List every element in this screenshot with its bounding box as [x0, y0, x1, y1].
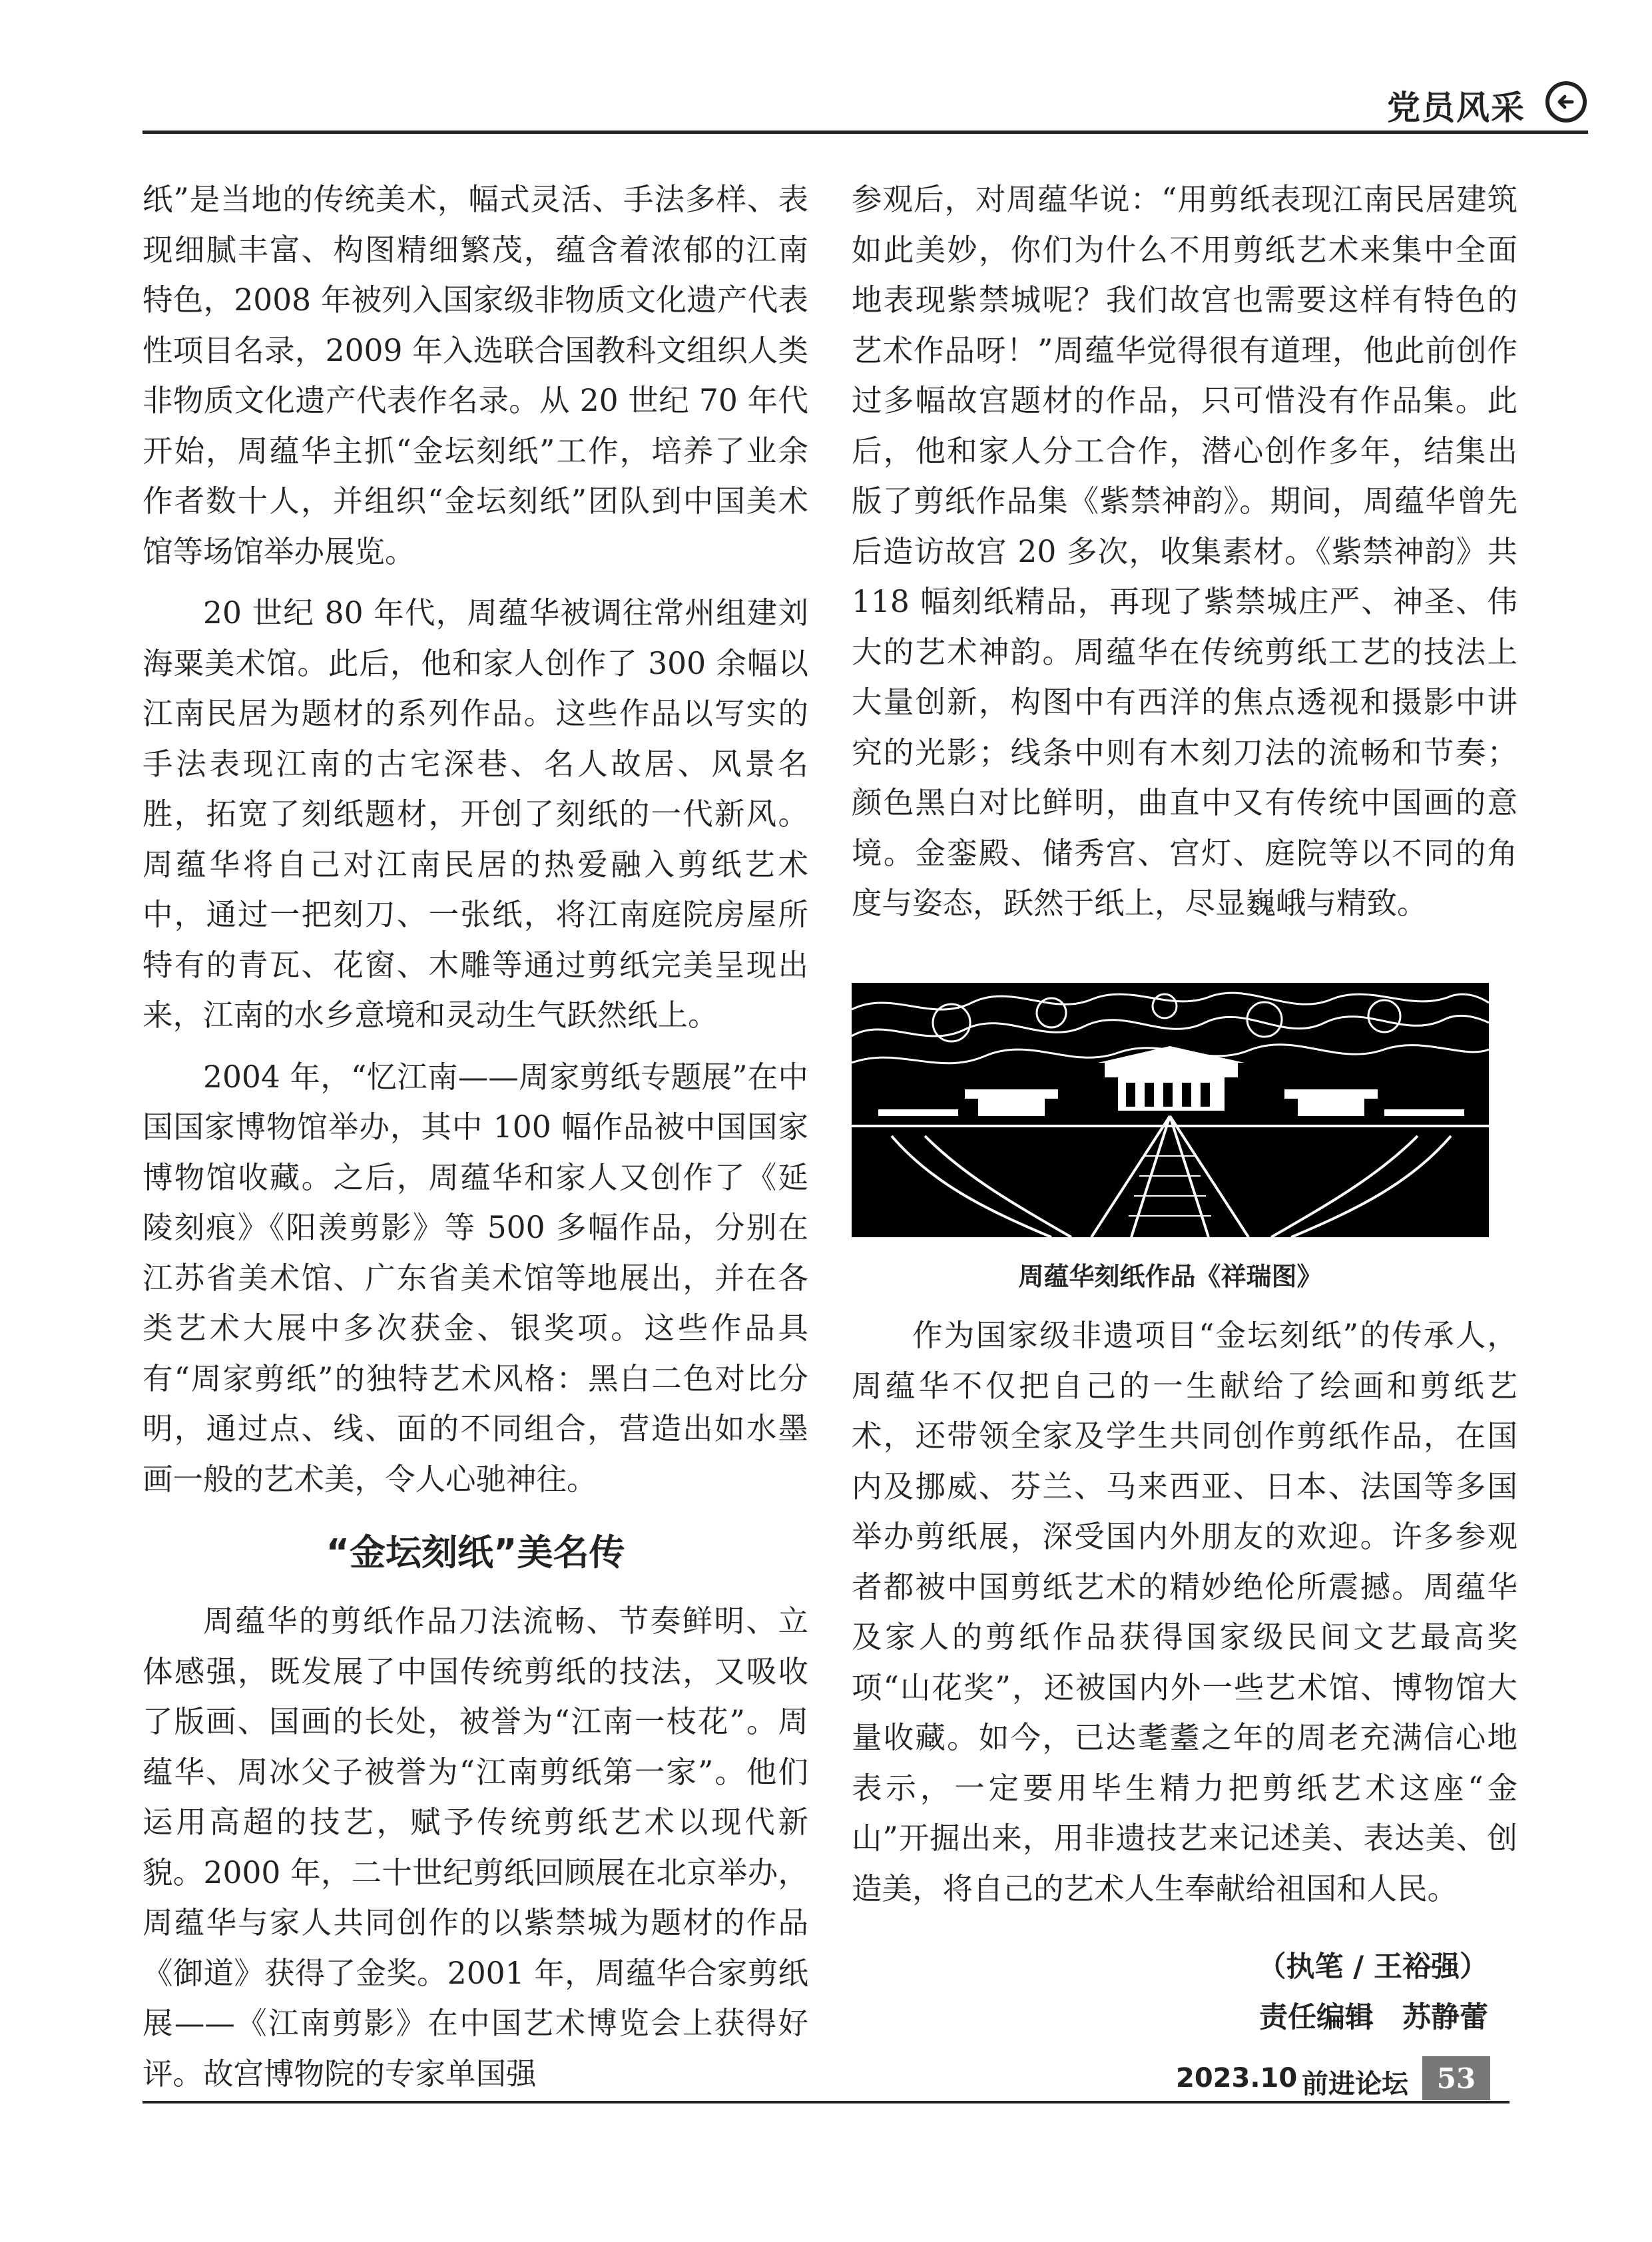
page-number: 53	[1422, 2056, 1490, 2100]
magazine-name: 前进论坛	[1302, 2069, 1408, 2100]
left-paragraph-2: 20 世纪 80 年代，周蕴华被调往常州组建刘海粟美术馆。此后，他和家人创作了 300 余幅以江南民居为题材的系列作品。这些作品以写实的手法表现江南的古宅深巷、名人故居、风景名胜，拓宽了刻纸题材，开创了刻纸的一代新风。周蕴华将自己对江南民居的热爱融入剪纸艺术中，通过一把刻刀、一张纸，将江南庭院房屋所特有的青瓦、花窗、木雕等通过剪纸完美呈现出来，江南的水乡意境和灵动生气跃然纸上。	[142, 595, 808, 1033]
issue-date: 2023.10	[1176, 2063, 1298, 2094]
papercut-artwork	[852, 983, 1489, 1237]
arrow-left-icon	[1553, 89, 1579, 115]
papercut-image	[852, 983, 1489, 1237]
right-paragraph-2: 作为国家级非遗项目“金坛刻纸”的传承人，周蕴华不仅把自己的一生献给了绘画和剪纸艺术，还带领全家及学生共同创作剪纸作品，在国内及挪威、芬兰、马来西亚、日本、法国等多国举办剪纸展，深受国内外朋友的欢迎。许多参观者都被中国剪纸艺术的精妙绝伦所震撼。周蕴华及家人的剪纸作品获得国家级民间文艺最高奖项“山花奖”，还被国内外一些艺术馆、博物馆大量收藏。如今，已达耄耋之年的周老充满信心地表示，一定要用毕生精力把剪纸艺术这座“金山”开掘出来，用非遗技艺来记述美、表达美、创造美，将自己的艺术人生奉献给祖国和人民。	[852, 1318, 1517, 1906]
right-paragraph-1: 参观后，对周蕴华说：“用剪纸表现江南民居建筑如此美妙，你们为什么不用剪纸艺术来集中全面地表现紫禁城呢？我们故宫也需要这样有特色的艺术作品呀！”周蕴华觉得很有道理，他此前创作过多幅故宫题材的作品，只可惜没有作品集。此后，他和家人分工合作，潜心创作多年，结集出版了剪纸作品集《紫禁神韵》。期间，周蕴华曾先后造访故宫 20 多次，收集素材。《紫禁神韵》共 118 幅刻纸精品，再现了紫禁城庄严、神圣、伟大的艺术神韵。周蕴华在传统剪纸工艺的技法上大量创新，构图中有西洋的焦点透视和摄影中讲究的光影；线条中则有木刻刀法的流畅和节奏；颜色黑白对比鲜明，曲直中又有传统中国画的意境。金銮殿、储秀宫、宫灯、庭院等以不同的角度与姿态，跃然于纸上，尽显巍峨与精致。	[852, 182, 1517, 921]
right-column	[852, 174, 1517, 929]
header-rule	[142, 131, 1588, 134]
writer-credit: （执笔 / 王裕强）	[1257, 1950, 1488, 1984]
left-paragraph-3: 2004 年，“忆江南——周家剪纸专题展”在中国国家博物馆举办，其中 100 幅作品被中国国家博物馆收藏。之后，周蕴华和家人又创作了《延陵刻痕》《阳羡剪影》等 500 多幅作品，分别在江苏省美术馆、广东省美术馆等地展出，并在各类艺术大展中多次获金、银奖项。这些作品具有“周家剪纸”的独特艺术风格：黑白二色对比分明，通过点、线、面的不同组合，营造出如水墨画一般的艺术美，令人心驰神往。	[142, 1059, 808, 1497]
section-title: 党员风采	[1387, 89, 1525, 127]
left-column	[142, 174, 808, 2099]
left-paragraph-4: 周蕴华的剪纸作品刀法流畅、节奏鲜明、立体感强，既发展了中国传统剪纸的技法，又吸收了版画、国画的长处，被誉为“江南一枝花”。周蕴华、周冰父子被誉为“江南剪纸第一家”。他们运用高超的技艺，赋予传统剪纸艺术以现代新貌。2000 年，二十世纪剪纸回顾展在北京举办，周蕴华与家人共同创作的以紫禁城为题材的作品《御道》获得了金奖。2001 年，周蕴华合家剪纸展——《江南剪影》在中国艺术博览会上获得好评。故宫博物院的专家单国强	[142, 1603, 808, 2092]
editor-credit: 责任编辑 苏静蕾	[1259, 2001, 1488, 2034]
figure-caption: 周蕴华刻纸作品《祥瑞图》	[1018, 1261, 1322, 1291]
footer-rule	[142, 2101, 1510, 2103]
left-paragraph-1: 纸”是当地的传统美术，幅式灵活、手法多样、表现细腻丰富、构图精细繁茂，蕴含着浓郁的江南特色，2008 年被列入国家级非物质文化遗产代表性项目名录，2009 年入选联合国教科文组织人类非物质文化遗产代表作名录。从 20 世纪 70 年代开始，周蕴华主抓“金坛刻纸”工作，培养了业余作者数十人，并组织“金坛刻纸”团队到中国美术馆等场馆举办展览。	[142, 182, 808, 569]
section-heading: “金坛刻纸”美名传	[326, 1532, 625, 1573]
right-column-lower	[852, 1310, 1517, 1914]
circle-arrow-icon	[1545, 81, 1587, 123]
